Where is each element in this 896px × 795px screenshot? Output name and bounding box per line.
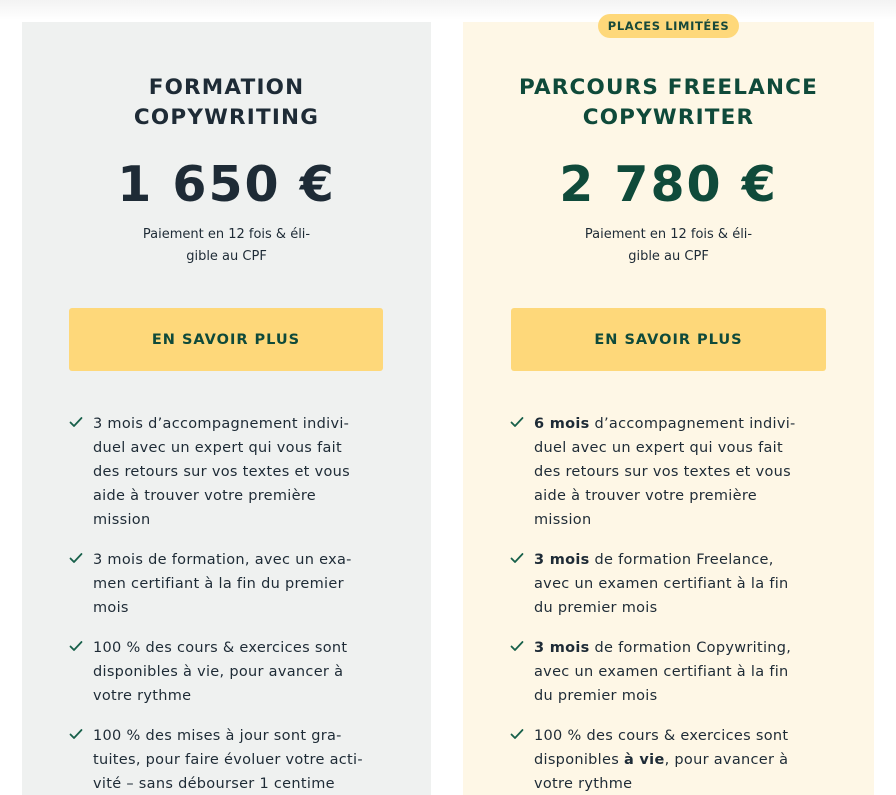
feature-line bbox=[93, 772, 407, 795]
check-icon bbox=[69, 416, 83, 428]
card-title bbox=[463, 73, 874, 133]
feature-highlight: à vie bbox=[624, 752, 665, 768]
feature-line bbox=[534, 660, 848, 684]
feature-text: avec un examen certifiant à la fin bbox=[534, 664, 789, 680]
feature-text: votre rythme bbox=[93, 688, 192, 704]
feature-text: mois bbox=[93, 600, 129, 616]
feature-text: mission bbox=[93, 512, 151, 528]
feature-line bbox=[93, 436, 407, 460]
card-title-line: COPYWRITING bbox=[133, 105, 320, 130]
feature-text: duel avec un expert qui vous fait bbox=[534, 440, 783, 456]
feature-text: 100 % des mises à jour sont gra- bbox=[93, 728, 342, 744]
feature-line bbox=[534, 460, 848, 484]
feature-text: disponibles bbox=[534, 752, 624, 768]
card-title bbox=[22, 73, 431, 133]
payment-info-line: gible au CPF bbox=[628, 249, 709, 264]
feature-text: aide à trouver votre première bbox=[93, 488, 317, 504]
feature-line bbox=[93, 548, 407, 572]
payment-info-line: Paiement en 12 fois & éli- bbox=[142, 227, 311, 242]
feature-line bbox=[534, 508, 848, 532]
feature-item bbox=[67, 548, 407, 620]
feature-line bbox=[93, 508, 407, 532]
feature-line bbox=[93, 636, 407, 660]
limited-places-badge: PLACES LIMITÉES bbox=[598, 14, 739, 38]
payment-info-line: gible au CPF bbox=[186, 249, 267, 264]
feature-text: de formation Freelance, bbox=[589, 552, 774, 568]
feature-item bbox=[508, 412, 848, 532]
feature-line bbox=[93, 660, 407, 684]
feature-line bbox=[534, 596, 848, 620]
payment-info bbox=[22, 224, 431, 268]
feature-text: men certifiant à la fin du premier bbox=[93, 576, 344, 592]
feature-list bbox=[67, 412, 407, 795]
feature-list bbox=[508, 412, 848, 795]
feature-line bbox=[534, 684, 848, 708]
feature-line bbox=[534, 436, 848, 460]
feature-highlight: 6 mois bbox=[534, 416, 590, 432]
feature-text: 100 % des cours & exercices sont bbox=[534, 728, 789, 744]
check-icon bbox=[69, 728, 83, 740]
feature-line bbox=[534, 724, 848, 748]
feature-text: avec un examen certifiant à la fin bbox=[534, 576, 789, 592]
feature-line bbox=[93, 484, 407, 508]
feature-text: du premier mois bbox=[534, 688, 658, 704]
feature-line bbox=[93, 684, 407, 708]
feature-line bbox=[93, 724, 407, 748]
feature-text: 3 mois de formation, avec un exa- bbox=[93, 552, 352, 568]
card-title-line: COPYWRITER bbox=[582, 105, 755, 130]
feature-line bbox=[534, 772, 848, 795]
feature-text: duel avec un expert qui vous fait bbox=[93, 440, 342, 456]
feature-item bbox=[67, 724, 407, 795]
feature-line bbox=[93, 748, 407, 772]
learn-more-button[interactable]: EN SAVOIR PLUS bbox=[69, 308, 383, 371]
card-price: 2 780 € bbox=[559, 156, 778, 213]
payment-info bbox=[463, 224, 874, 268]
payment-info-line: Paiement en 12 fois & éli- bbox=[584, 227, 753, 242]
feature-text: vité – sans débourser 1 centime bbox=[93, 776, 335, 792]
feature-item bbox=[67, 636, 407, 708]
feature-text: 100 % des cours & exercices sont bbox=[93, 640, 348, 656]
check-icon bbox=[510, 640, 524, 652]
feature-highlight: 3 mois bbox=[534, 552, 590, 568]
feature-line bbox=[534, 748, 848, 772]
feature-text: du premier mois bbox=[534, 600, 658, 616]
feature-item bbox=[67, 412, 407, 532]
feature-line bbox=[534, 412, 848, 436]
feature-text: des retours sur vos textes et vous bbox=[93, 464, 350, 480]
feature-line bbox=[534, 548, 848, 572]
card-title-line: FORMATION bbox=[148, 75, 305, 100]
feature-text: des retours sur vos textes et vous bbox=[534, 464, 791, 480]
card-title-line: PARCOURS FREELANCE bbox=[518, 75, 819, 100]
feature-item bbox=[508, 548, 848, 620]
card-price: 1 650 € bbox=[117, 156, 336, 213]
check-icon bbox=[69, 640, 83, 652]
feature-line bbox=[93, 596, 407, 620]
feature-text: aide à trouver votre première bbox=[534, 488, 758, 504]
check-icon bbox=[69, 552, 83, 564]
pricing-card-parcours-freelance bbox=[463, 22, 874, 795]
feature-text: disponibles à vie, pour avancer à bbox=[93, 664, 344, 680]
feature-text: tuites, pour faire évoluer votre acti- bbox=[93, 752, 363, 768]
feature-line bbox=[534, 484, 848, 508]
feature-text: votre rythme bbox=[534, 776, 633, 792]
learn-more-button[interactable]: EN SAVOIR PLUS bbox=[511, 308, 826, 371]
feature-text: d’accompagnement indivi- bbox=[589, 416, 796, 432]
pricing-card-formation-copywriting bbox=[22, 22, 431, 795]
feature-text: de formation Copywriting, bbox=[589, 640, 792, 656]
feature-text: 3 mois d’accompagnement indivi- bbox=[93, 416, 350, 432]
feature-text: mission bbox=[534, 512, 592, 528]
feature-text: , pour avancer à bbox=[664, 752, 789, 768]
check-icon bbox=[510, 416, 524, 428]
feature-item bbox=[508, 636, 848, 708]
check-icon bbox=[510, 552, 524, 564]
feature-line bbox=[534, 572, 848, 596]
feature-line bbox=[534, 636, 848, 660]
feature-highlight: 3 mois bbox=[534, 640, 590, 656]
feature-item bbox=[508, 724, 848, 795]
feature-line bbox=[93, 412, 407, 436]
feature-line bbox=[93, 572, 407, 596]
feature-line bbox=[93, 460, 407, 484]
check-icon bbox=[510, 728, 524, 740]
